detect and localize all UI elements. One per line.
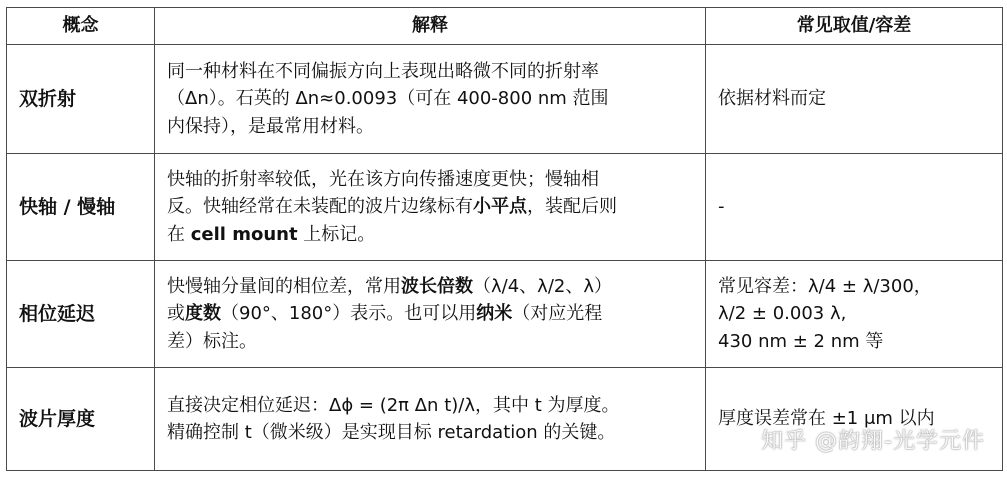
value-line: 常见容差：λ/4 ± λ/300， [718, 275, 932, 297]
zhihu-watermark: 知乎 @韵翔-光学元件 [761, 429, 985, 454]
row-explanation [155, 261, 706, 368]
header-typical-value: 常见取值/容差 [706, 8, 1003, 45]
explanation-text: 快慢轴分量间的相位差，常用 [167, 275, 401, 297]
table-header-row [7, 8, 1003, 45]
explanation-line: 快轴的折射率较低，光在该方向传播速度更快；慢轴相 [167, 168, 599, 190]
value-line: 430 nm ± 2 nm 等 [718, 330, 884, 352]
row-explanation [155, 368, 706, 471]
explanation-text: 上标记。 [297, 223, 376, 245]
explanation-emphasis: 度数 [185, 303, 221, 325]
table-row [7, 45, 1003, 154]
value-line: 依据材料而定 [718, 88, 826, 110]
row-concept: 快轴 / 慢轴 [7, 154, 155, 261]
header-explanation: 解释 [155, 8, 706, 45]
explanation-line: 差）标注。 [167, 330, 257, 352]
explanation-text: （λ/4、λ/2、λ） [473, 275, 612, 297]
row-concept: 相位延迟 [7, 261, 155, 368]
explanation-emphasis: cell mount [190, 223, 298, 245]
explanation-line [167, 300, 697, 327]
row-value [706, 261, 1003, 368]
explanation-line: 精确控制 t（微米级）是实现目标 retardation 的关键。 [167, 422, 616, 443]
explanation-line [167, 221, 697, 248]
explanation-line: 内保持），是最常用材料。 [167, 115, 374, 137]
explanation-text: 反。快轴经常在未装配的波片边缘标有 [167, 196, 473, 218]
row-value [706, 154, 1003, 261]
explanation-text: （90°、180°）表示。也可以用 [221, 303, 477, 325]
explanation-line: 直接决定相位延迟：Δϕ = (2π Δn t)/λ，其中 t 为厚度。 [167, 394, 620, 416]
explanation-text: 在 [167, 223, 191, 245]
concept-table [6, 7, 1003, 471]
explanation-emphasis: 小平点 [473, 196, 527, 218]
value-line: - [718, 196, 725, 218]
value-line: λ/2 ± 0.003 λ, [718, 303, 847, 325]
row-concept: 波片厚度 [7, 368, 155, 471]
row-explanation [155, 154, 706, 261]
header-concept: 概念 [7, 8, 155, 45]
table-row [7, 368, 1003, 471]
table-row [7, 261, 1003, 368]
explanation-emphasis: 波长倍数 [401, 275, 473, 297]
value-line: 厚度误差常在 ±1 μm 以内 [718, 408, 935, 430]
explanation-line [167, 273, 697, 300]
row-value [706, 45, 1003, 154]
explanation-line: （Δn）。石英的 Δn≈0.0093（可在 400-800 nm 范围 [167, 88, 609, 110]
explanation-emphasis: 纳米 [476, 303, 513, 325]
row-value [706, 368, 1003, 471]
explanation-text: （对应光程 [512, 303, 603, 325]
explanation-text: 或 [167, 303, 185, 325]
explanation-text: ，装配后则 [527, 196, 617, 218]
row-explanation [155, 45, 706, 154]
explanation-line [167, 193, 697, 220]
explanation-line: 同一种材料在不同偏振方向上表现出略微不同的折射率 [167, 60, 599, 82]
table-row [7, 154, 1003, 261]
row-concept: 双折射 [7, 45, 155, 154]
